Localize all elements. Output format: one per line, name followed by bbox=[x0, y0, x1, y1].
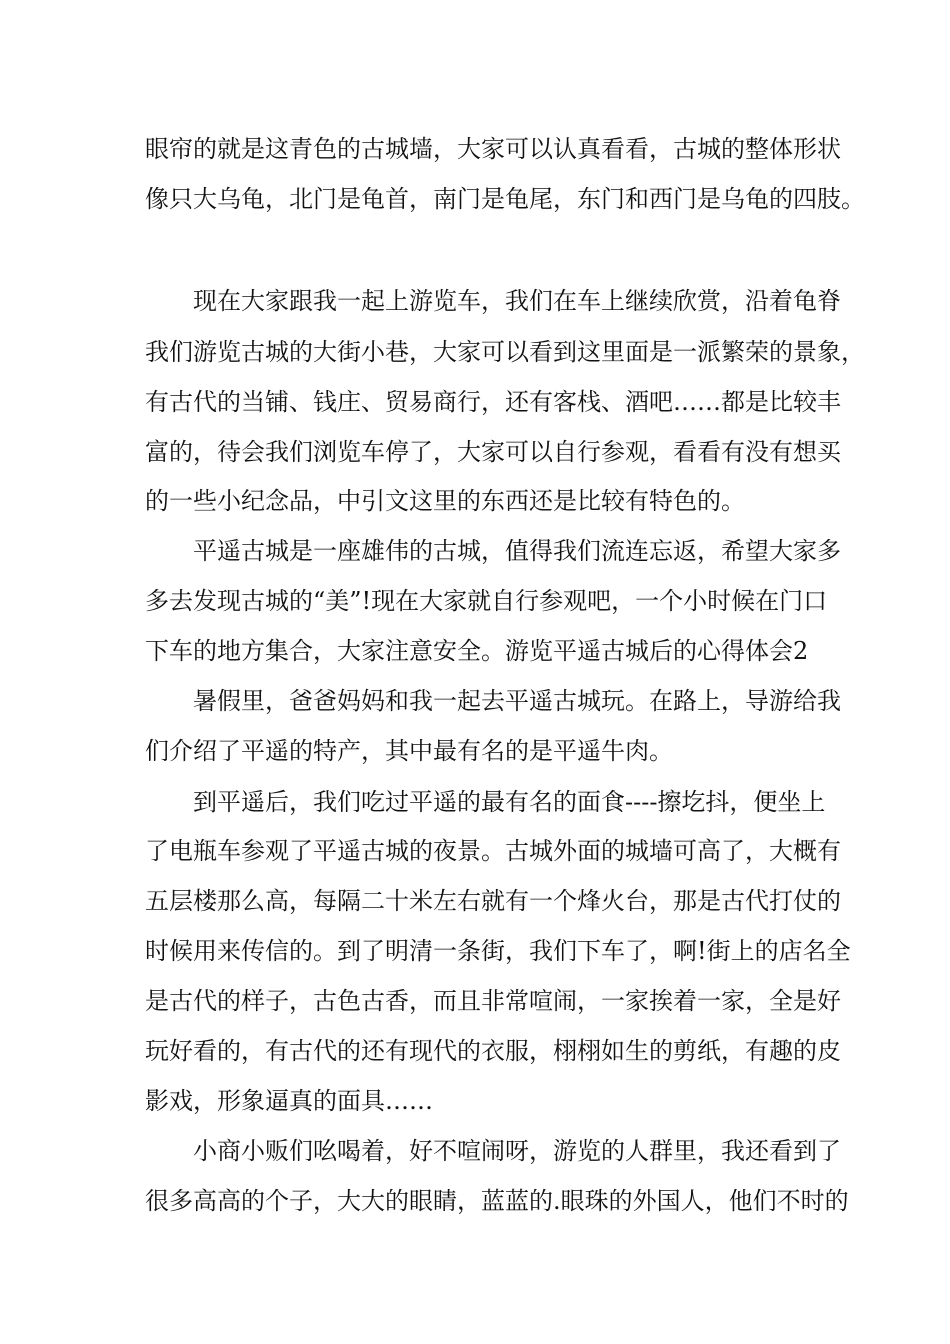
text-line: 很多高高的个子，大大的眼睛，蓝蓝的.眼珠的外国人，他们不时的 bbox=[145, 1187, 849, 1215]
paragraph-start-line: 小商小贩们吆喝着，好不喧闹呀，游览的人群里，我还看到了 bbox=[193, 1137, 841, 1165]
paragraph-start-line: 暑假里，爸爸妈妈和我一起去平遥古城玩。在路上，导游给我 bbox=[193, 687, 841, 715]
text-line: 富的，待会我们浏览车停了，大家可以自行参观，看看有没有想买 bbox=[145, 438, 841, 466]
text-line: 下车的地方集合，大家注意安全。游览平遥古城后的心得体会2 bbox=[145, 637, 809, 665]
text-line: 眼帘的就是这青色的古城墙，大家可以认真看看，古城的整体形状 bbox=[145, 135, 841, 163]
text-line: 有古代的当铺、钱庄、贸易商行，还有客栈、酒吧……都是比较丰 bbox=[145, 388, 841, 416]
paragraph-start-line: 现在大家跟我一起上游览车，我们在车上继续欣赏，沿着龟脊 bbox=[193, 287, 841, 315]
text-line: 五层楼那么高，每隔二十米左右就有一个烽火台，那是古代打仗的 bbox=[145, 887, 841, 915]
paragraph-start-line: 到平遥后，我们吃过平遥的最有名的面食----擦圪抖，便坐上 bbox=[193, 788, 826, 816]
text-line: 的一些小纪念品，中引文这里的东西还是比较有特色的。 bbox=[145, 487, 745, 515]
text-line: 像只大乌龟，北门是龟首，南门是龟尾，东门和西门是乌龟的四肢。 bbox=[145, 185, 865, 213]
paragraph-start-line: 平遥古城是一座雄伟的古城，值得我们流连忘返，希望大家多 bbox=[193, 537, 841, 565]
text-line: 了电瓶车参观了平遥古城的夜景。古城外面的城墙可高了，大概有 bbox=[145, 837, 841, 865]
text-line: 玩好看的，有古代的还有现代的衣服，栩栩如生的剪纸，有趣的皮 bbox=[145, 1037, 841, 1065]
text-line: 们介绍了平遥的特产，其中最有名的是平遥牛肉。 bbox=[145, 737, 673, 765]
text-line: 影戏，形象逼真的面具…… bbox=[145, 1087, 433, 1115]
text-line: 是古代的样子，古色古香，而且非常喧闹，一家挨着一家，全是好 bbox=[145, 987, 841, 1015]
text-line: 我们游览古城的大街小巷，大家可以看到这里面是一派繁荣的景象， bbox=[145, 338, 865, 366]
text-line: 多去发现古城的“美”!现在大家就自行参观吧，一个小时候在门口 bbox=[145, 587, 828, 615]
text-line: 时候用来传信的。到了明清一条街，我们下车了，啊!街上的店名全 bbox=[145, 937, 851, 965]
